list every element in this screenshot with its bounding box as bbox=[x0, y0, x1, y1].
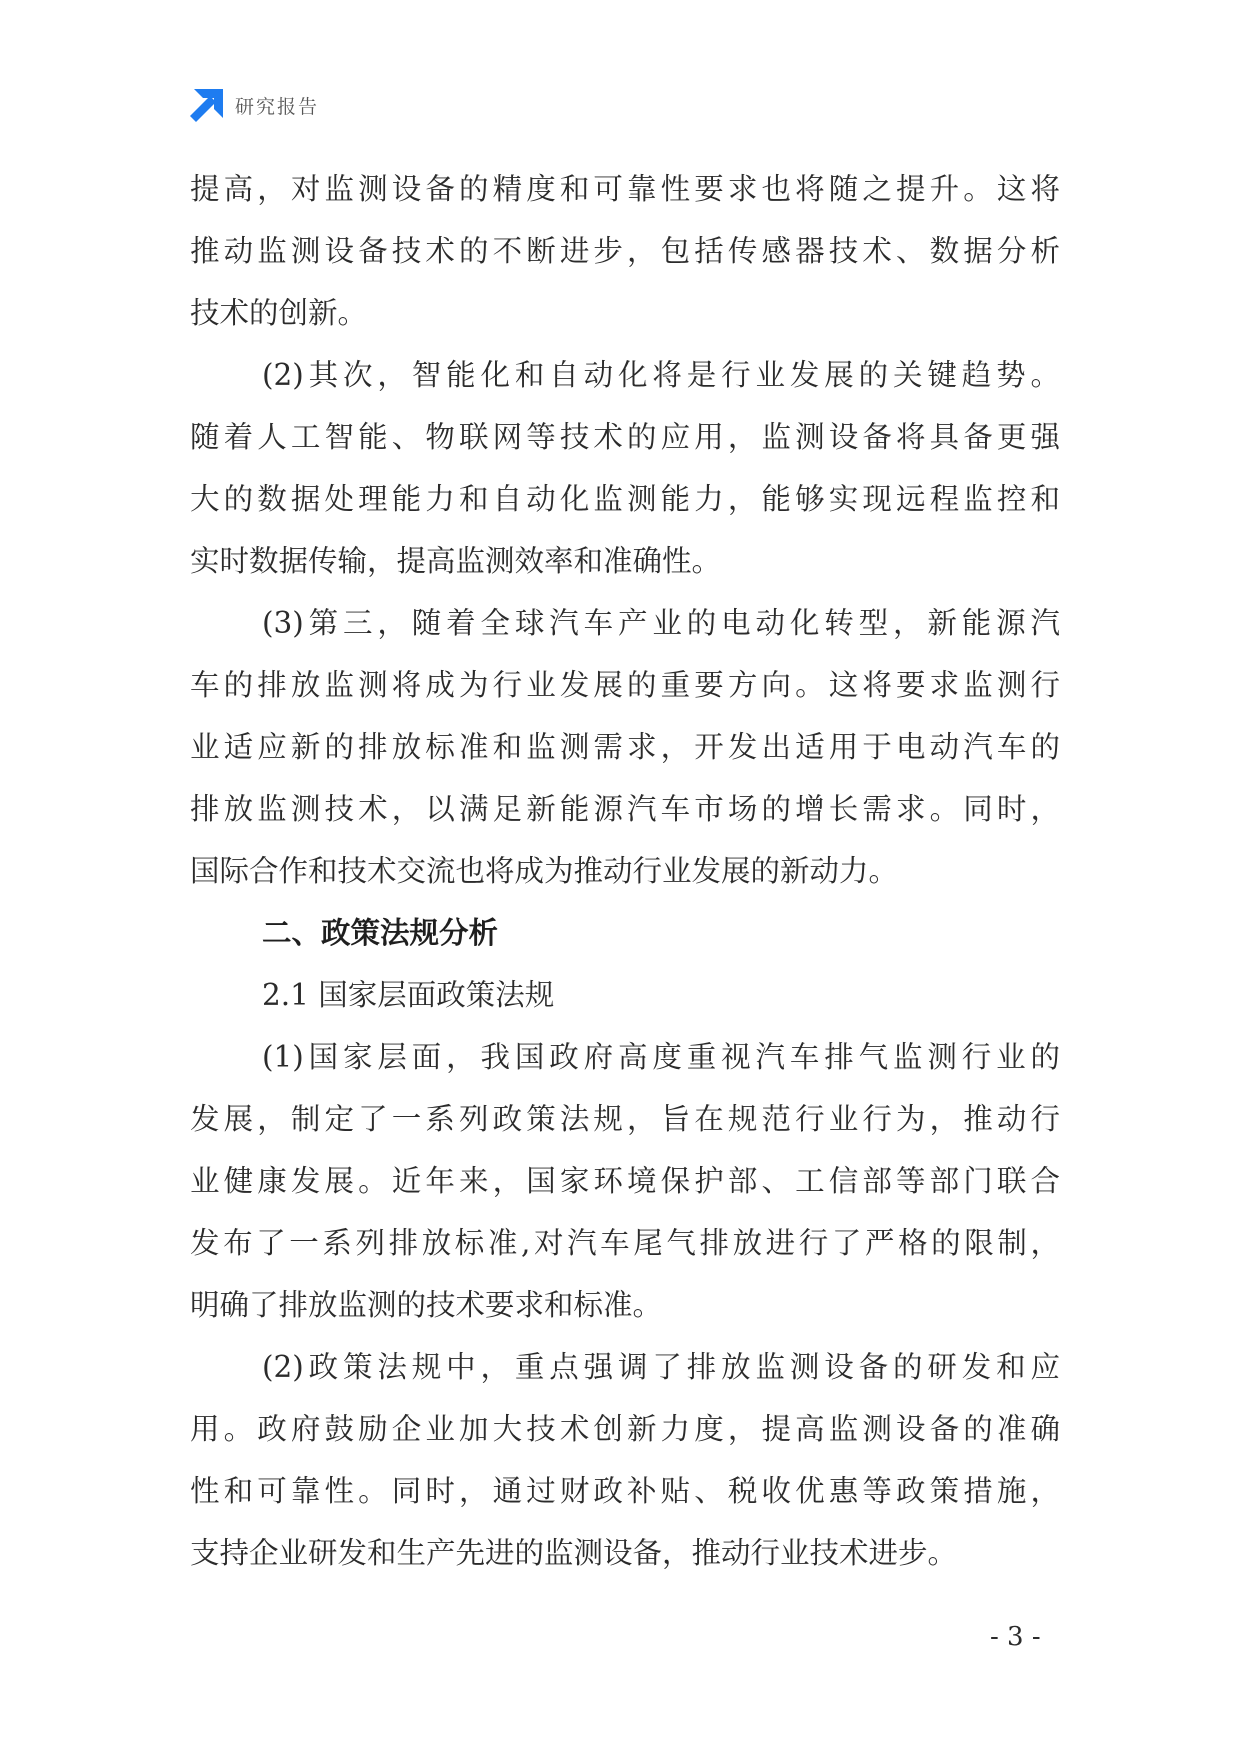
body-line: 推动监测设备技术的不断进步，包括传感器技术、数据分析 bbox=[190, 234, 1060, 268]
body-line: 业健康发展。近年来，国家环境保护部、工信部等部门联合 bbox=[190, 1164, 1060, 1198]
header-title: 研究报告 bbox=[235, 95, 320, 118]
body-line: (2)其次，智能化和自动化将是行业发展的关键趋势。 bbox=[262, 358, 1060, 392]
section-heading: 二、政策法规分析 bbox=[262, 916, 499, 950]
body-line: 技术的创新。 bbox=[190, 296, 368, 330]
body-line: 性和可靠性。同时，通过财政补贴、税收优惠等政策措施， bbox=[190, 1474, 1060, 1508]
body-line: 发展，制定了一系列政策法规，旨在规范行业行为，推动行 bbox=[190, 1102, 1060, 1136]
body-line: 排放监测技术，以满足新能源汽车市场的增长需求。同时， bbox=[190, 792, 1060, 826]
body-line: 车的排放监测将成为行业发展的重要方向。这将要求监测行 bbox=[190, 668, 1060, 702]
subsection-heading: 2.1 国家层面政策法规 bbox=[262, 978, 555, 1012]
report-logo-icon bbox=[190, 89, 223, 122]
body-line: 提高，对监测设备的精度和可靠性要求也将随之提升。这将 bbox=[190, 172, 1060, 206]
body-line: (1)国家层面，我国政府高度重视汽车排气监测行业的 bbox=[262, 1040, 1060, 1074]
body-line: 随着人工智能、物联网等技术的应用，监测设备将具备更强 bbox=[190, 420, 1060, 454]
body-line: 业适应新的排放标准和监测需求，开发出适用于电动汽车的 bbox=[190, 730, 1060, 764]
body-line: 实时数据传输，提高监测效率和准确性。 bbox=[190, 544, 722, 578]
page-header bbox=[190, 88, 319, 122]
document-body bbox=[190, 158, 1060, 1584]
body-line: 大的数据处理能力和自动化监测能力，能够实现远程监控和 bbox=[190, 482, 1060, 516]
body-line: (3)第三，随着全球汽车产业的电动化转型，新能源汽 bbox=[262, 606, 1060, 640]
body-line: 发布了一系列排放标准,对汽车尾气排放进行了严格的限制， bbox=[190, 1226, 1060, 1260]
body-line: 用。政府鼓励企业加大技术创新力度，提高监测设备的准确 bbox=[190, 1412, 1060, 1446]
body-line: 国际合作和技术交流也将成为推动行业发展的新动力。 bbox=[190, 854, 899, 888]
page-number: - 3 - bbox=[990, 1622, 1041, 1652]
body-line: 支持企业研发和生产先进的监测设备，推动行业技术进步。 bbox=[190, 1536, 958, 1570]
body-line: (2)政策法规中，重点强调了排放监测设备的研发和应 bbox=[262, 1350, 1060, 1384]
body-line: 明确了排放监测的技术要求和标准。 bbox=[190, 1288, 663, 1322]
